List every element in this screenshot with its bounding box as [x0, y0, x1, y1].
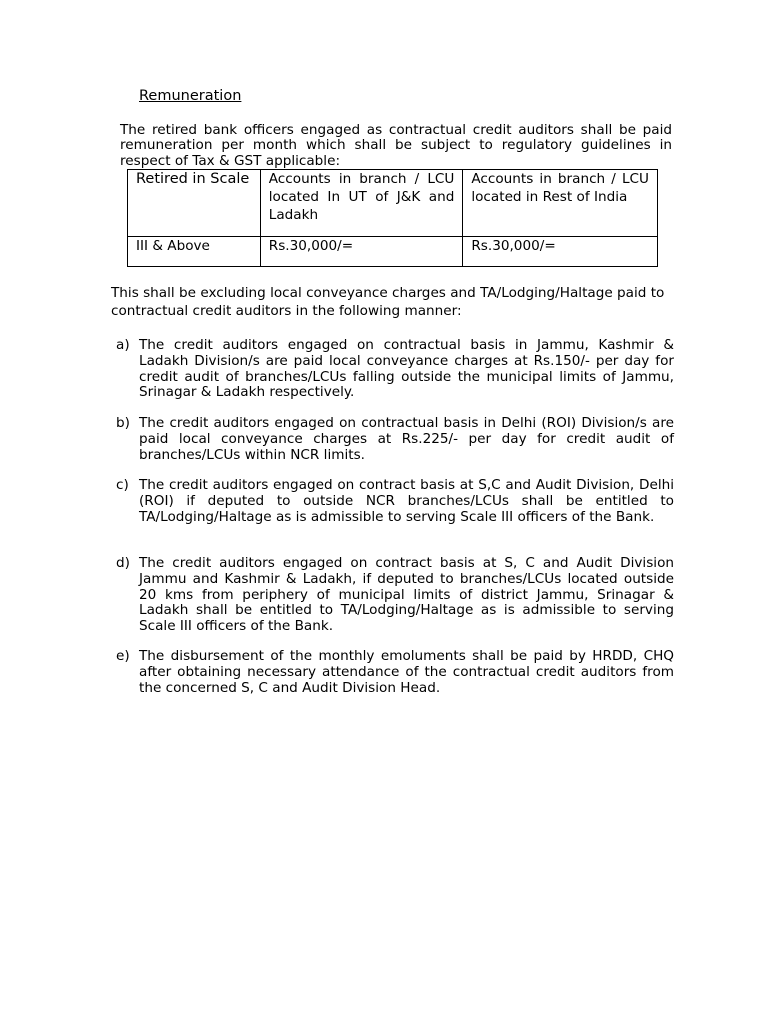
list-item-label: b) — [116, 415, 130, 431]
list-item-label: e) — [116, 648, 130, 664]
list-item — [116, 416, 674, 463]
intro-paragraph: The retired bank officers engaged as contractual credit auditors shall be paid remuneration per month which shall be subject to regulatory guidelines in respect of Tax & GST applicable: — [120, 122, 672, 169]
list-item-text: The credit auditors engaged on contract basis at S,C and Audit Division, Delhi (ROI) if deputed to outside NCR branches/LCUs shall be entitled to TA/Lodging/Haltage as is admissible to serving Scale III officers of the Bank. — [139, 477, 674, 525]
table-row — [128, 237, 658, 267]
list-item-text: The credit auditors engaged on contractual basis in Jammu, Kashmir & Ladakh Division/s are paid local conveyance charges at Rs.150/- per day for credit audit of branches/LCUs falling outside the municipal limits of Jammu, Srinagar & Ladakh respectively. — [139, 337, 674, 401]
list-item — [116, 478, 674, 525]
list-item — [116, 649, 674, 696]
list-item — [116, 338, 674, 401]
page-title: Remuneration — [139, 88, 242, 104]
list-item-text: The credit auditors engaged on contract basis at S, C and Audit Division Jammu and Kashmir & Ladakh, if deputed to branches/LCUs located outside 20 kms from periphery of municipal limits of district Jammu, Srinagar & Ladakh shall be entitled to TA/Lodging/Haltage as is admissible to serving Scale III officers of the Bank. — [139, 555, 674, 635]
header-cell-scale: Retired in Scale — [128, 170, 261, 237]
list-item-label: a) — [116, 337, 130, 353]
note-paragraph: This shall be excluding local conveyance charges and TA/Lodging/Haltage paid to contractual credit auditors in the following manner: — [111, 285, 665, 319]
list-item-label: c) — [116, 477, 129, 493]
cell-rest-amount: Rs.30,000/= — [463, 237, 658, 267]
list-item-label: d) — [116, 555, 130, 571]
table-header-row — [128, 170, 658, 237]
list-item-text: The credit auditors engaged on contractual basis in Delhi (ROI) Division/s are paid local conveyance charges at Rs.225/- per day for credit audit of branches/LCUs within NCR limits. — [139, 415, 674, 463]
remuneration-table — [127, 169, 658, 267]
cell-jk-amount: Rs.30,000/= — [260, 237, 463, 267]
header-cell-rest: Accounts in branch / LCU located in Rest of India — [463, 170, 658, 237]
header-cell-jk: Accounts in branch / LCU located In UT of J&K and Ladakh — [260, 170, 463, 237]
list-item-text: The disbursement of the monthly emoluments shall be paid by HRDD, CHQ after obtaining necessary attendance of the contractual credit auditors from the concerned S, C and Audit Division Head. — [139, 648, 674, 696]
list-item — [116, 556, 674, 635]
cell-scale: III & Above — [128, 237, 261, 267]
